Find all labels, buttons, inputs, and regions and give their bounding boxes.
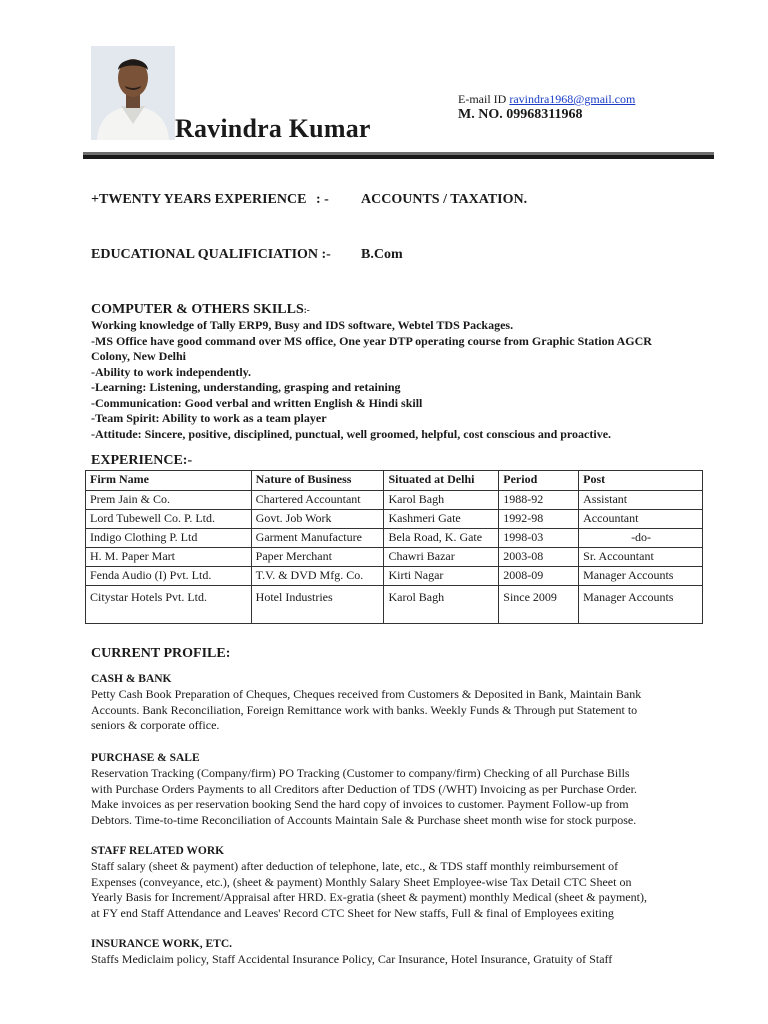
table-header-row [86,471,703,491]
table-cell: Govt. Job Work [251,510,384,529]
section-line: Debtors. Time-to-time Reconciliation of Accounts Maintain Sale & Purchase sheet month wise for stock purpose. [91,812,637,827]
table-row [86,491,703,510]
skill-line: Working knowledge of Tally ERP9, Busy and IDS software, Webtel TDS Packages. [91,318,514,332]
skills-heading-text: COMPUTER & OTHERS SKILLS [91,302,304,317]
table-cell: H. M. Paper Mart [86,548,252,567]
section-line: with Purchase Orders Payments to all Creditors after Deduction of TDS (/WHT) Invoicing as per Purchase Order. [91,781,637,796]
mobile-number: M. NO. 09968311968 [458,107,583,122]
table-cell: Kirti Nagar [384,567,499,586]
skills-section [91,302,711,442]
table-cell: Garment Manufacture [251,529,384,548]
section-title: CASH & BANK [91,673,172,685]
section-line: Accounts. Bank Reconciliation, Foreign Remittance work with banks. Weekly Funds & Through put Statement to [91,702,638,717]
table-cell: Prem Jain & Co. [86,491,252,510]
section-line: at FY end Staff Attendance and Leaves' Record CTC Sheet for New staffs, Full & final of Employees exiting [91,905,614,920]
table-row [86,548,703,567]
skills-heading [91,302,711,318]
profile-section-purchase-sale [91,751,700,828]
current-profile-heading: CURRENT PROFILE: [91,646,231,661]
section-line: Make invoices as per reservation booking Send the hard copy of invoices to customer. Payment Follow-up from [91,797,629,811]
table-row [86,586,703,624]
table-cell: 1992-98 [499,510,579,529]
table-cell: Karol Bagh [384,491,499,510]
table-cell: Accountant [579,510,703,529]
candidate-name: Ravindra Kumar [175,114,371,143]
column-header: Nature of Business [251,471,384,491]
column-header: Situated at Delhi [384,471,499,491]
table-cell: Assistant [579,491,703,510]
skill-line: Colony, New Delhi [91,349,187,363]
section-line: Staff salary (sheet & payment) after deduction of telephone, late, etc., & TDS staff monthly reimbursement of [91,859,619,873]
section-line: seniors & corporate office. [91,718,220,732]
experience-table [85,470,703,624]
experience-summary-label: +TWENTY YEARS EXPERIENCE [91,192,307,207]
table-cell: 1988-92 [499,491,579,510]
section-line: Petty Cash Book Preparation of Cheques, Cheques received from Customers & Deposited in Bank, Maintain Bank [91,687,642,701]
profile-section-staff [91,844,700,921]
profile-photo [91,46,175,140]
table-cell: Since 2009 [499,586,579,624]
experience-heading: EXPERIENCE:- [91,453,193,468]
column-header: Period [499,471,579,491]
table-cell: Indigo Clothing P. Ltd [86,529,252,548]
skill-line: -Attitude: Sincere, positive, disciplined, punctual, well groomed, helpful, cost conscious and proactive. [91,426,612,441]
email-label: E-mail ID [458,92,510,106]
table-cell: T.V. & DVD Mfg. Co. [251,567,384,586]
header-divider-dark [83,155,714,159]
section-line: Staffs Mediclaim policy, Staff Accidental Insurance Policy, Car Insurance, Hotel Insurance, Gratuity of Staff [91,952,613,966]
table-cell: Citystar Hotels Pvt. Ltd. [86,586,252,624]
column-header: Post [579,471,703,491]
table-cell: -do- [579,529,703,548]
profile-section-insurance [91,937,700,968]
table-row [86,510,703,529]
email-link[interactable]: ravindra1968@gmail.com [509,92,636,106]
section-line: Reservation Tracking (Company/firm) PO Tracking (Customer to company/firm) Checking of all Purchase Bills [91,766,630,780]
table-cell: Bela Road, K. Gate [384,529,499,548]
table-row [86,529,703,548]
education-value: B.Com [361,247,403,262]
table-cell: 2008-09 [499,567,579,586]
experience-summary-separator: : - [316,192,329,207]
experience-summary-value: ACCOUNTS / TAXATION. [361,192,528,207]
table-cell: Kashmeri Gate [384,510,499,529]
profile-section-cash-bank [91,672,700,734]
section-line: Yearly Basis for Increment/Appraisal after HRD. Ex-gratia (sheet & payment) monthly Medical (sheet & payment), [91,890,647,904]
table-cell: Chartered Accountant [251,491,384,510]
table-cell: 2003-08 [499,548,579,567]
education-label: EDUCATIONAL QUALIFICIATION :- [91,247,331,262]
table-cell: Sr. Accountant [579,548,703,567]
table-cell: Manager Accounts [579,586,703,624]
section-title: STAFF RELATED WORK [91,845,225,857]
section-line: Expenses (conveyance, etc.), (sheet & payment) Monthly Salary Sheet Employee-wise Tax Detail CTC Sheet on [91,874,632,889]
skill-line: -Team Spirit: Ability to work as a team player [91,411,327,425]
table-cell: Fenda Audio (I) Pvt. Ltd. [86,567,252,586]
column-header: Firm Name [86,471,252,491]
skill-line: -Ability to work independently. [91,364,252,379]
email-line [458,92,635,107]
table-row [86,567,703,586]
table-cell: Manager Accounts [579,567,703,586]
table-cell: 1998-03 [499,529,579,548]
table-cell: Paper Merchant [251,548,384,567]
skill-line: -MS Office have good command over MS office, One year DTP operating course from Graphic Station AGCR [91,333,652,348]
table-cell: Lord Tubewell Co. P. Ltd. [86,510,252,529]
table-cell: Chawri Bazar [384,548,499,567]
section-title: PURCHASE & SALE [91,752,200,764]
section-title: INSURANCE WORK, ETC. [91,938,233,950]
table-cell: Karol Bagh [384,586,499,624]
skill-line: -Communication: Good verbal and written English & Hindi skill [91,395,423,410]
skill-line: -Learning: Listening, understanding, grasping and retaining [91,380,401,394]
table-cell: Hotel Industries [251,586,384,624]
skills-heading-suffix: :- [303,305,310,315]
